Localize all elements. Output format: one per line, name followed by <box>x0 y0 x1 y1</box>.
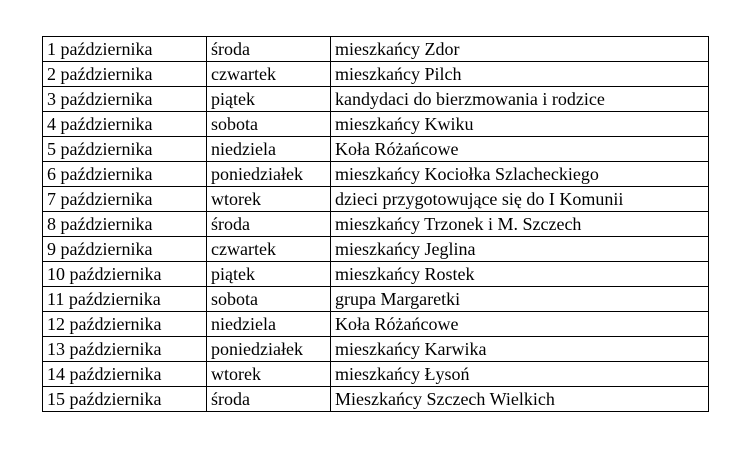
schedule-table <box>42 36 709 412</box>
table-row <box>43 112 709 137</box>
table-row <box>43 62 709 87</box>
date-cell: 11 października <box>43 287 207 312</box>
group-cell: Mieszkańcy Szczech Wielkich <box>331 387 709 412</box>
weekday-cell: piątek <box>207 262 331 287</box>
table-row <box>43 362 709 387</box>
weekday-cell: środa <box>207 37 331 62</box>
date-cell: 1 października <box>43 37 207 62</box>
group-cell: kandydaci do bierzmowania i rodzice <box>331 87 709 112</box>
date-cell: 15 października <box>43 387 207 412</box>
date-cell: 12 października <box>43 312 207 337</box>
group-cell: mieszkańcy Karwika <box>331 337 709 362</box>
weekday-cell: czwartek <box>207 237 331 262</box>
table-row <box>43 162 709 187</box>
date-cell: 5 października <box>43 137 207 162</box>
weekday-cell: sobota <box>207 112 331 137</box>
schedule-table-body <box>43 37 709 412</box>
group-cell: mieszkańcy Łysoń <box>331 362 709 387</box>
weekday-cell: poniedziałek <box>207 337 331 362</box>
table-row <box>43 337 709 362</box>
weekday-cell: piątek <box>207 87 331 112</box>
date-cell: 13 października <box>43 337 207 362</box>
table-row <box>43 312 709 337</box>
weekday-cell: czwartek <box>207 62 331 87</box>
group-cell: mieszkańcy Kociołka Szlacheckiego <box>331 162 709 187</box>
weekday-cell: niedziela <box>207 312 331 337</box>
date-cell: 9 października <box>43 237 207 262</box>
weekday-cell: wtorek <box>207 187 331 212</box>
date-cell: 2 października <box>43 62 207 87</box>
group-cell: Koła Różańcowe <box>331 312 709 337</box>
weekday-cell: środa <box>207 387 331 412</box>
date-cell: 14 października <box>43 362 207 387</box>
table-row <box>43 187 709 212</box>
date-cell: 4 października <box>43 112 207 137</box>
weekday-cell: środa <box>207 212 331 237</box>
table-row <box>43 87 709 112</box>
group-cell: dzieci przygotowujące się do I Komunii <box>331 187 709 212</box>
table-row <box>43 237 709 262</box>
weekday-cell: sobota <box>207 287 331 312</box>
group-cell: mieszkańcy Rostek <box>331 262 709 287</box>
date-cell: 8 października <box>43 212 207 237</box>
table-row <box>43 212 709 237</box>
table-row <box>43 387 709 412</box>
group-cell: Koła Różańcowe <box>331 137 709 162</box>
group-cell: mieszkańcy Zdor <box>331 37 709 62</box>
weekday-cell: wtorek <box>207 362 331 387</box>
date-cell: 6 października <box>43 162 207 187</box>
table-row <box>43 37 709 62</box>
group-cell: mieszkańcy Jeglina <box>331 237 709 262</box>
date-cell: 7 października <box>43 187 207 212</box>
weekday-cell: poniedziałek <box>207 162 331 187</box>
table-row <box>43 137 709 162</box>
table-row <box>43 262 709 287</box>
group-cell: mieszkańcy Pilch <box>331 62 709 87</box>
date-cell: 3 października <box>43 87 207 112</box>
date-cell: 10 października <box>43 262 207 287</box>
group-cell: mieszkańcy Trzonek i M. Szczech <box>331 212 709 237</box>
table-row <box>43 287 709 312</box>
weekday-cell: niedziela <box>207 137 331 162</box>
group-cell: mieszkańcy Kwiku <box>331 112 709 137</box>
group-cell: grupa Margaretki <box>331 287 709 312</box>
